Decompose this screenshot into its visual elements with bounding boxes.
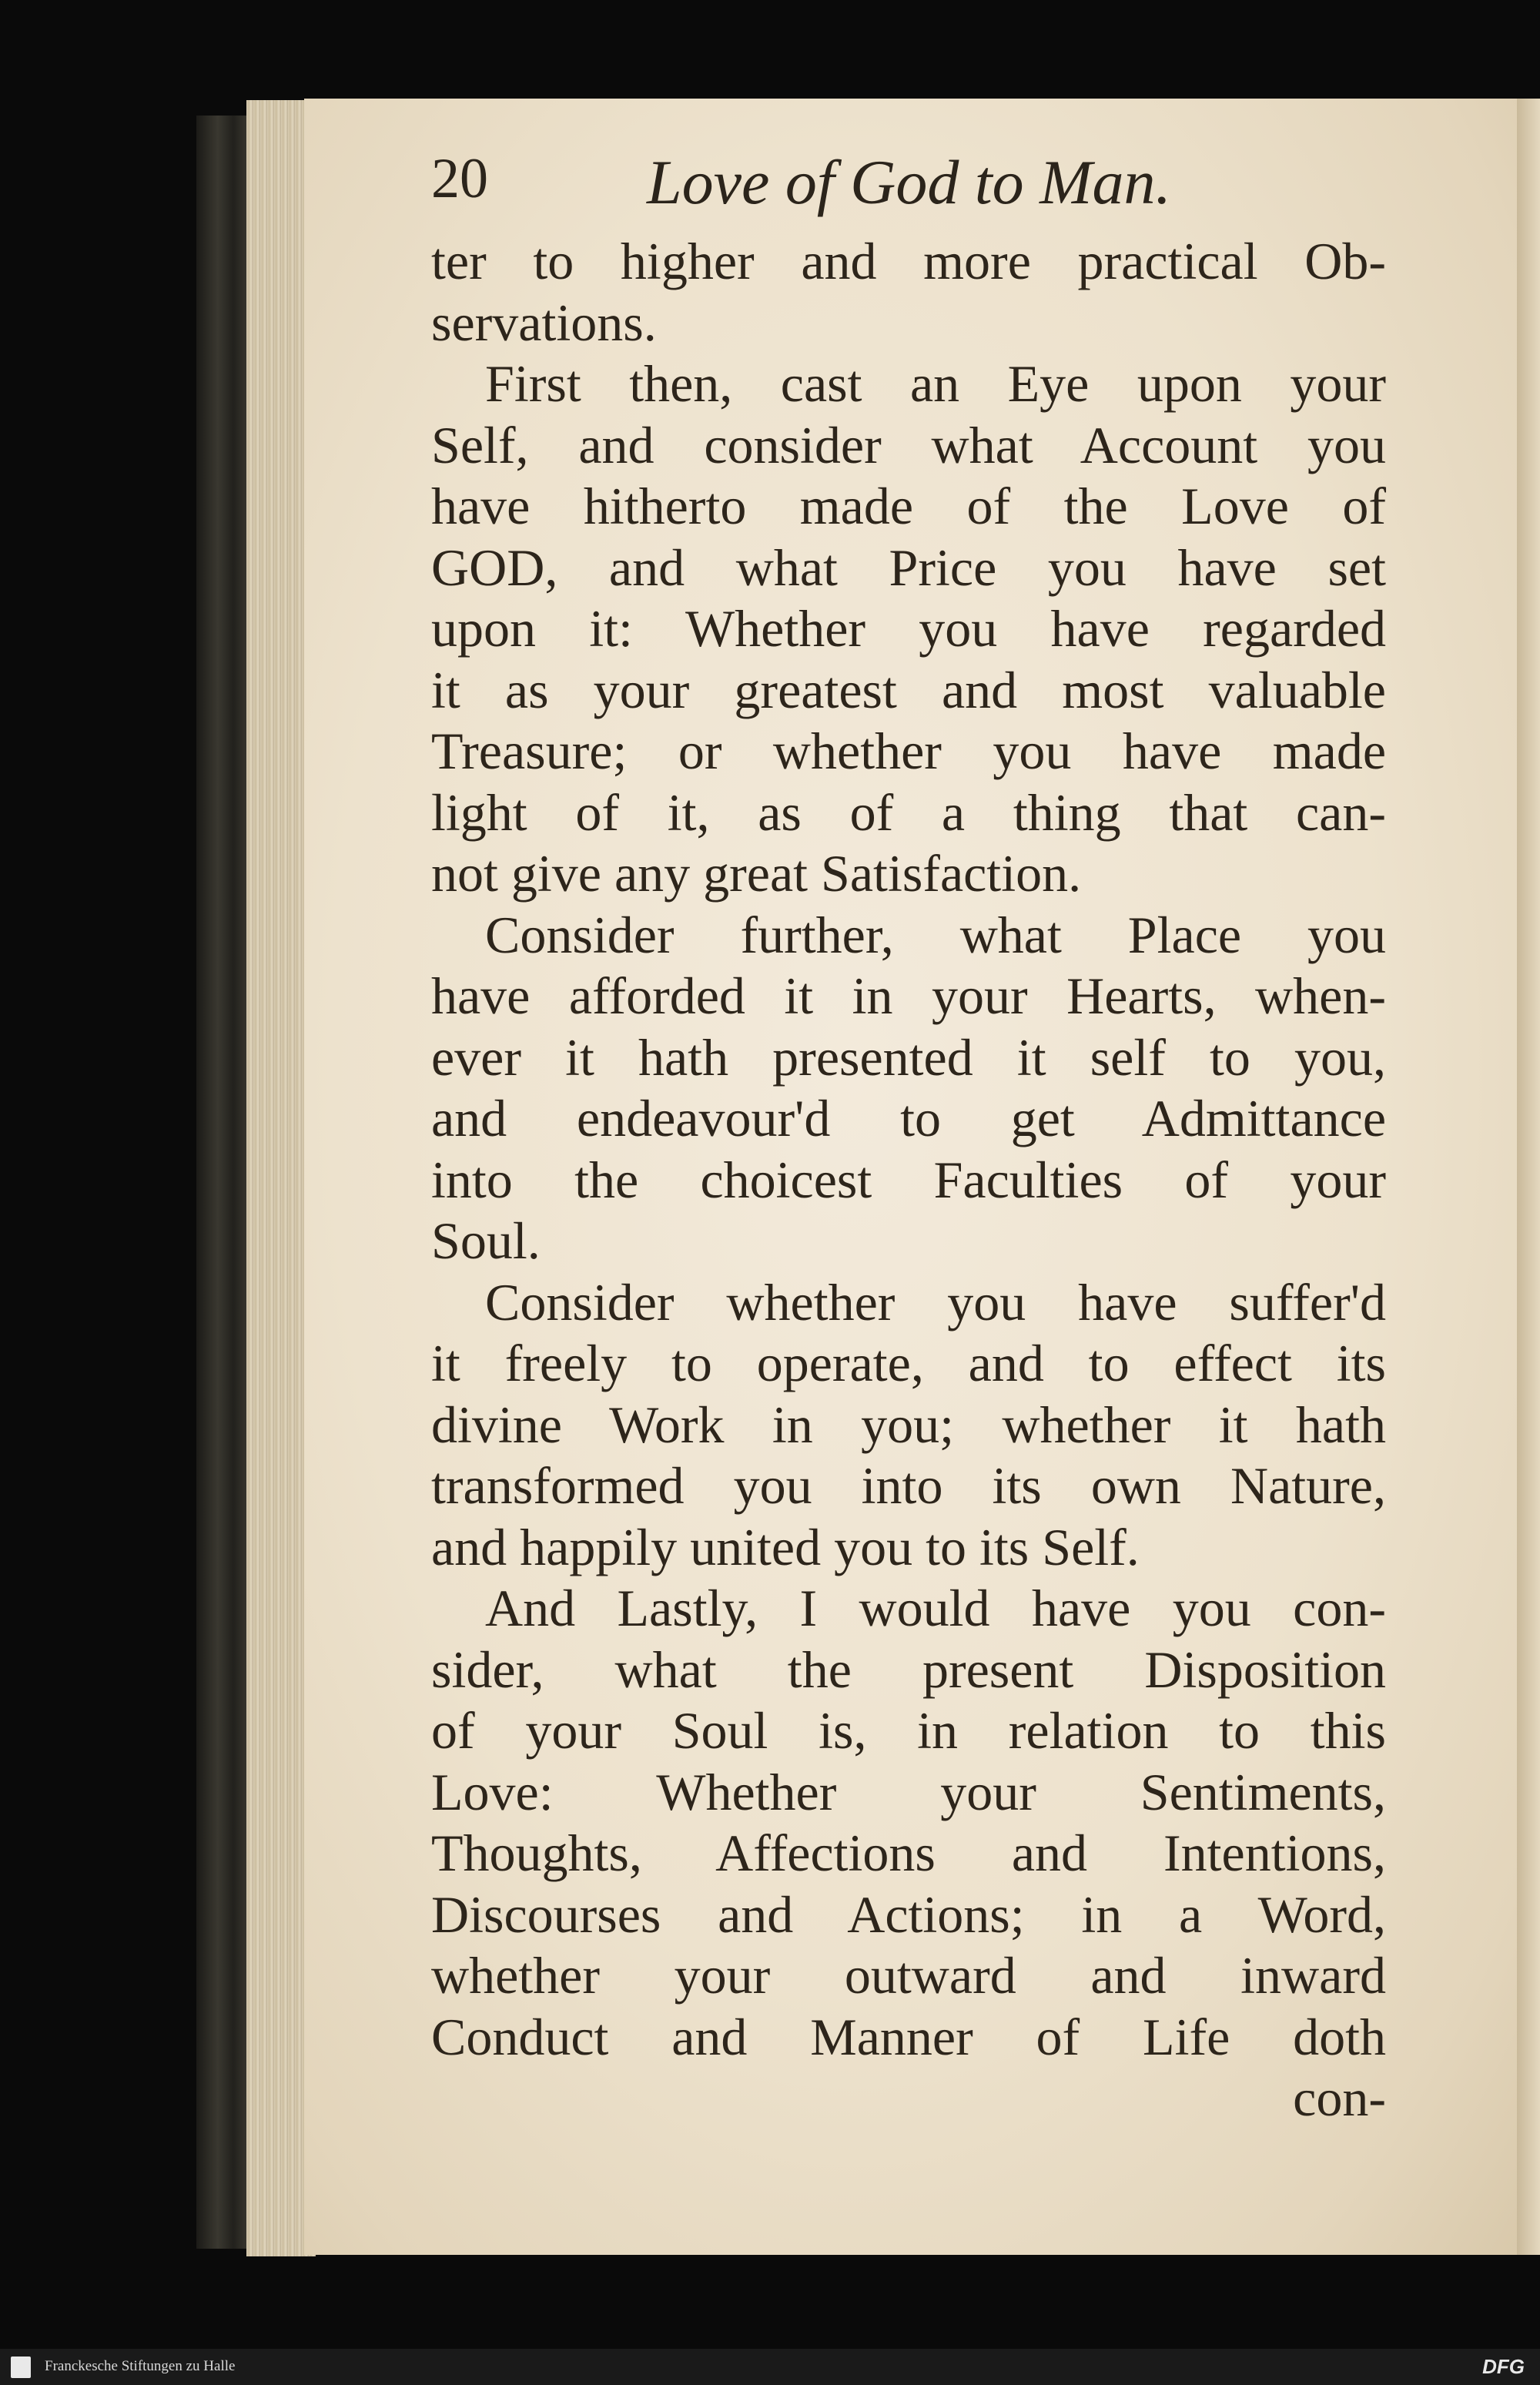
text-line: not give any great Satisfaction. bbox=[431, 844, 1082, 903]
text-line: servations. bbox=[431, 293, 657, 352]
text-line: of your Soul is, in relation to this bbox=[431, 1701, 1386, 1760]
text-line: Consider whether you have suffer'd bbox=[485, 1272, 1386, 1332]
text-line: First then, cast an Eye upon your bbox=[485, 354, 1386, 413]
text-line: Conduct and Manner of Life doth bbox=[431, 2007, 1386, 2066]
text-line: Love: Whether your Sentiments, bbox=[431, 1762, 1386, 1821]
text-line: have hitherto made of the Love of bbox=[431, 477, 1386, 535]
text-line: have afforded it in your Hearts, when- bbox=[431, 966, 1386, 1025]
viewer-footer bbox=[0, 2349, 1540, 2385]
text-line: GOD, and what Price you have set bbox=[431, 538, 1386, 597]
text-line: sider, what the present Disposition bbox=[431, 1640, 1386, 1699]
text-line: Thoughts, Affections and Intentions, bbox=[431, 1824, 1386, 1882]
text-line: and endeavour'd to get Admittance bbox=[431, 1089, 1386, 1147]
facing-page-edge bbox=[1517, 99, 1540, 2255]
text-line: ever it hath presented it self to you, bbox=[431, 1027, 1386, 1087]
text-line: divine Work in you; whether it hath bbox=[431, 1395, 1386, 1454]
text-line: transformed you into its own Nature, bbox=[431, 1456, 1386, 1515]
institution-credit: Franckesche Stiftungen zu Halle bbox=[45, 2358, 236, 2374]
page-number: 20 bbox=[431, 147, 488, 210]
text-line: And Lastly, I would have you con- bbox=[485, 1579, 1386, 1637]
text-line: and happily united you to its Self. bbox=[431, 1517, 1140, 1576]
text-line: Self, and consider what Account you bbox=[431, 415, 1386, 474]
text-line: upon it: Whether you have regarded bbox=[431, 599, 1386, 658]
text-line: Consider further, what Place you bbox=[485, 905, 1386, 964]
text-line: whether your outward and inward bbox=[431, 1946, 1386, 2005]
institution-logo-icon bbox=[11, 2357, 31, 2378]
running-title: Love of God to Man. bbox=[647, 147, 1171, 217]
text-line: Discourses and Actions; in a Word, bbox=[431, 1884, 1386, 1944]
text-line: into the choicest Faculties of your bbox=[431, 1150, 1386, 1209]
text-line: it as your greatest and most valuable bbox=[431, 660, 1386, 719]
body-text bbox=[431, 231, 1386, 2129]
text-line: it freely to operate, and to effect its bbox=[431, 1334, 1386, 1392]
dfg-logo: DFG bbox=[1482, 2355, 1525, 2378]
text-line: Treasure; or whether you have made bbox=[431, 722, 1386, 780]
text-line: Soul. bbox=[431, 1211, 541, 1270]
page-header bbox=[431, 146, 1386, 231]
text-line: ter to higher and more practical Ob- bbox=[431, 232, 1386, 290]
text-line: light of it, as of a thing that can- bbox=[431, 782, 1386, 842]
catchword: con- bbox=[1293, 2068, 1386, 2127]
